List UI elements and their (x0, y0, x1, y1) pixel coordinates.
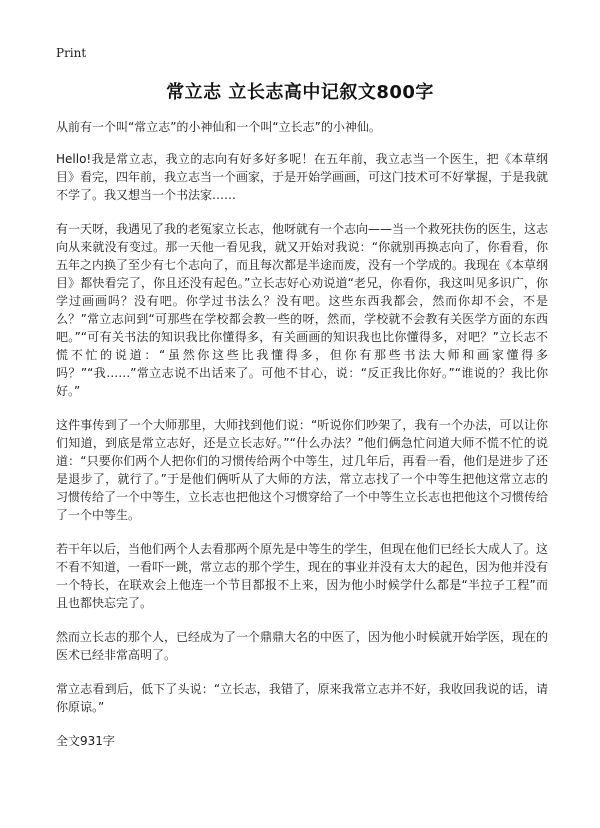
article-body (56, 118, 548, 750)
paragraph-encounter: 有一天呀，我遇见了我的老冤家立长志，他呀就有一个志向——当一个救死扶伤的医生，这志向从来就没有变过。那一天他一看见我，就又开始对我说：“你就别再换志向了，你看看，你五年之内换了至少有七个志向了，而且每次都是半途而废，没有一个学成的。我现在《本草纲目》都快看完了，你且还没有起色。”立长志好心劝说道“老兄，你看你，我这叫见多识广，你学过画画吗？没有吧。你学过书法么？没有吧。这些东西我都会，然而你却不会，不是么？”常立志问到“可那些在学校都会教一些的呀，然而，学校就不会教有关医学方面的东西吧。”“可有关书法的知识我比你懂得多，有关画画的知识我也比你懂得多，对吧？”立长志不慌不忙的说道：“虽然你这些比我懂得多，但你有那些书法大师和画家懂得多吗？”“我……”常立志说不出话来了。可他不甘心，说：“反正我比你好。”“谁说的？我比你好。” (56, 222, 549, 398)
paragraph-master: 这件事传到了一个大师那里，大师找到他们说：“听说你们吵架了，我有一个办法，可以让你们知道，到底是常立志好，还是立长志好。”“什么办法？”他们俩急忙问道大师不慌不忙的说道：“只要你们两个人把你们的习惯传给两个中等生，过几年后，再看一看，他们是进步了还是退步了，就行了。”于是他们俩听从了大师的方法，常立志找了一个中等生把他这常立志的习惯传给了一个中等生，立长志也把他这个习惯穿给了一个中等生立长志也把他这个习惯传给了一个中等生。 (56, 418, 549, 522)
paragraph-intro: 从前有一个叫“常立志”的小神仙和一个叫“立长志”的小神仙。 (56, 120, 381, 134)
paragraph-years-later: 若干年以后，当他们两个人去看那两个原先是中等生的学生，但现在他们已经长大成人了。这不看不知道，一看吓一跳，常立志的那个学生，现在的事业并没有太大的起色，因为他并没有一个特长，在联欢会上他连一个节目都报不上来，因为他小时候学什么都是“半拉子工程”而且也都快忘完了。 (56, 542, 549, 610)
word-count: 全文931字 (56, 734, 115, 748)
paragraph-hello: Hello!我是常立志，我立的志向有好多好多呢！在五年前，我立志当一个医生，把《本草纲目》看完，四年前，我立志当一个画家，于是开始学画画，可这门技术可不好掌握，于是我就不学了。我又想当一个书法家…… (56, 152, 549, 202)
page-title: 常立志 立长志高中记叙文800字 (166, 82, 434, 103)
paragraph-doctor: 然而立长志的那个人，已经成为了一个鼎鼎大名的中医了，因为他小时候就开始学医，现在的医术已经非常高明了。 (56, 630, 549, 662)
print-link[interactable]: Print (56, 46, 87, 60)
paragraph-apology: 常立志看到后，低下了头说：“立长志，我错了，原来我常立志并不好，我收回我说的话，请你原谅。” (56, 682, 548, 714)
